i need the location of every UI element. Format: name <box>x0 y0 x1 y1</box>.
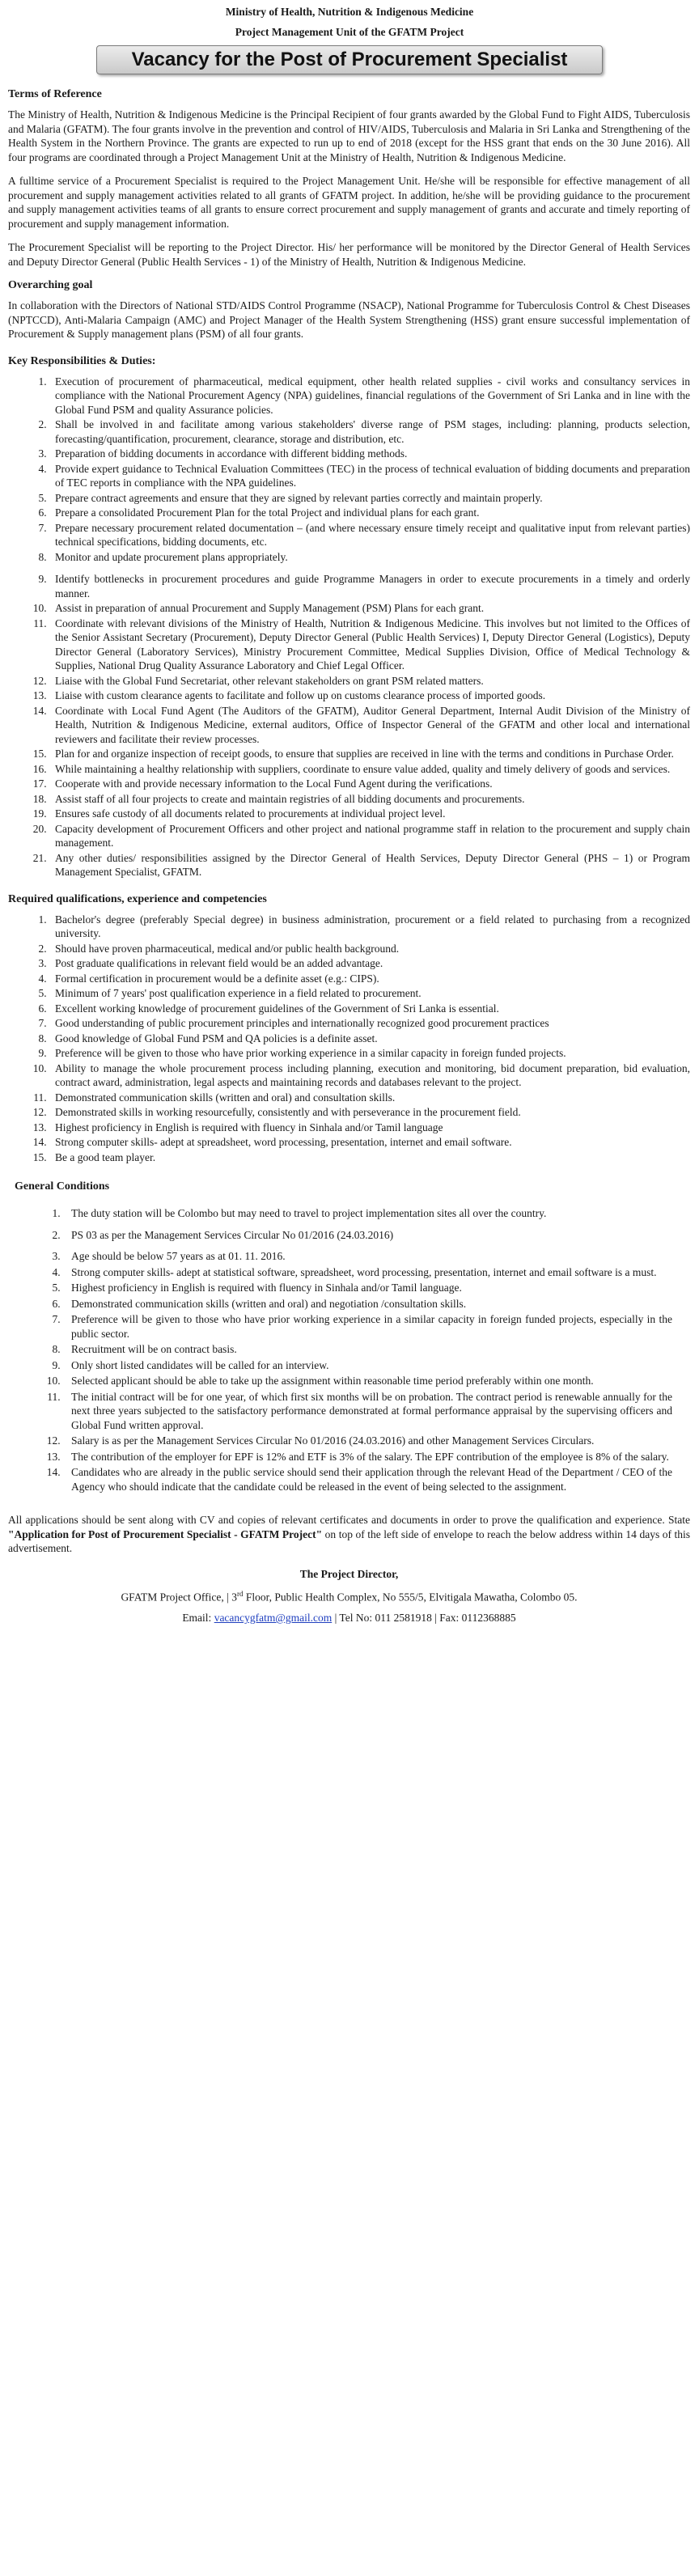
list-item: 6. Excellent working knowledge of procurement guidelines of the Government of Sri Lanka is essential. <box>49 1002 690 1016</box>
general-conditions-section <box>15 1180 672 1493</box>
list-item: 4. Strong computer skills- adept at statistical software, spreadsheet, word processing, presentation, internet and email software is a must. <box>63 1265 672 1280</box>
list-item: 11. Coordinate with relevant divisions of the Ministry of Health, Nutrition & Indigenous Medicine. This involves but not limited to the Offices of the Senior Assistant Secretary (Procurement), Deputy Director General (Public Health Services) I, Deputy Director General (Logistics), Deputy Director General (Laboratory Services), Ministry Procurement Committee, Medical Supplies Division, Office of Medical Technology & Supplies, National Drug Quality Assurance Laboratory and Chief Legal Officer. <box>49 616 690 673</box>
list-item: 15. Be a good team player. <box>49 1150 690 1165</box>
vacancy-title-banner: Vacancy for the Post of Procurement Specialist <box>96 45 603 74</box>
list-item: 13. Highest proficiency in English is required with fluency in Sinhala and/or Tamil language <box>49 1121 690 1135</box>
terms-paragraph: A fulltime service of a Procurement Specialist is required to the Project Management Unit. He/she will be responsible for effective management of all procurement and supply management activities related to all grants of GFATM project. In addition, he/she will be providing guidance to the procurement and supply management activities teams of all grants to ensure correct procurement and supply management of grants and accurate and timely reporting of procurement and supply management information. <box>8 175 690 230</box>
list-item: 11. Demonstrated communication skills (written and oral) and consultation skills. <box>49 1091 690 1105</box>
list-item: 14. Strong computer skills- adept at spreadsheet, word processing, presentation, internet and email software. <box>49 1135 690 1150</box>
list-item: 17. Cooperate with and provide necessary information to the Local Fund Agent during the verifications. <box>49 777 690 791</box>
list-item: 20. Capacity development of Procurement Officers and other project and national programme staff in relation to the procurement and supply chain management. <box>49 822 690 850</box>
list-item: 14. Candidates who are already in the public service should send their application through the relevant Head of the Department / CEO of the Agency who should indicate that the candidate could be released in the event of being selected to the assignment. <box>63 1465 672 1493</box>
contact-line <box>8 1611 690 1625</box>
addressee-name: The Project Director, <box>299 1567 399 1580</box>
project-unit-name: Project Management Unit of the GFATM Project <box>235 26 464 38</box>
list-item: 3. Preparation of bidding documents in accordance with different bidding methods. <box>49 447 690 461</box>
list-item: 3. Post graduate qualifications in relevant field would be an added advantage. <box>49 956 690 971</box>
email-label: Email: <box>182 1612 214 1624</box>
list-item: 4. Provide expert guidance to Technical Evaluation Committees (TEC) in the process of technical evaluation of bidding documents and preparation of TEC reports in compliance with the NPA guidelines. <box>49 462 690 490</box>
ordinal-suffix: rd <box>237 1590 244 1598</box>
qualifications-list <box>8 913 690 1165</box>
main-content <box>0 87 699 1625</box>
list-item: 1. The duty station will be Colombo but may need to travel to project implementation sites all over the country. <box>63 1206 672 1221</box>
list-item: 8. Good knowledge of Global Fund PSM and QA policies is a definite asset. <box>49 1032 690 1046</box>
list-item: 8. Monitor and update procurement plans appropriately. <box>49 550 690 565</box>
goal-heading: Overarching goal <box>8 279 93 291</box>
list-item: 6. Demonstrated communication skills (written and oral) and negotiation /consultation skills. <box>63 1297 672 1311</box>
list-item: 10. Selected applicant should be able to take up the assignment within reasonable time period preferably within one month. <box>63 1374 672 1388</box>
postal-address: GFATM Project Office, | 3rd Floor, Public Health Complex, No 555/5, Elvitigala Mawatha, Colombo 05. <box>121 1590 578 1604</box>
list-item: 2. Shall be involved in and facilitate among various stakeholders' diverse range of PSM stages, including: planning, products selection, forecasting/quantification, procurement, clearance, storage and distribution, etc. <box>49 417 690 446</box>
phone-fax-text: | Tel No: 011 2581918 | Fax: 0112368885 <box>332 1612 516 1624</box>
list-item: 5. Prepare contract agreements and ensure that they are signed by relevant parties correctly and maintain properly. <box>49 491 690 506</box>
conditions-heading: General Conditions <box>15 1180 110 1193</box>
list-item: 16. While maintaining a healthy relationship with suppliers, coordinate to ensure value added, quality and timely delivery of goods and services. <box>49 762 690 777</box>
envelope-label-text: "Application for Post of Procurement Specialist - GFATM Project" <box>8 1527 323 1540</box>
list-item: 5. Minimum of 7 years' post qualification experience in a field related to procurement. <box>49 986 690 1001</box>
list-item: 9. Identify bottlenecks in procurement procedures and guide Programme Managers in order to execute procurements in a timely and orderly manner. <box>49 572 690 600</box>
goal-paragraph: In collaboration with the Directors of National STD/AIDS Control Programme (NSACP), National Programme for Tuberculosis Control & Chest Diseases (NPTCCD), Anti-Malaria Campaign (AMC) and Project Manager of the Health System Strengthening (HSS) grant ensure successful implementation of Procurement & Supply management plans (PSM) of all four grants. <box>8 299 690 340</box>
list-item: 2. PS 03 as per the Management Services Circular No 01/2016 (24.03.2016) <box>63 1228 672 1243</box>
list-item: 4. Formal certification in procurement would be a definite asset (e.g.: CIPS). <box>49 972 690 986</box>
responsibilities-heading: Key Responsibilities & Duties: <box>8 354 156 367</box>
list-item: 9. Only short listed candidates will be called for an interview. <box>63 1358 672 1373</box>
list-item: 8. Recruitment will be on contract basis. <box>63 1342 672 1357</box>
list-item: 19. Ensures safe custody of all documents related to procurements at individual project level. <box>49 807 690 821</box>
list-item: 1. Bachelor's degree (preferably Special degree) in business administration, procurement or a field related to purchasing from a recognized university. <box>49 913 690 941</box>
list-item: 11. The initial contract will be for one year, of which first six months will be on probation. The contract period is renewable annually for the next three years subjected to the satisfactory performance demonstrated at formal performance appraisal by the supervising officers and Global Fund written approval. <box>63 1390 672 1433</box>
contact-footer <box>8 1567 690 1625</box>
list-item: 5. Highest proficiency in English is required with fluency in Sinhala and/or Tamil language. <box>63 1281 672 1295</box>
terms-paragraph: The Procurement Specialist will be reporting to the Project Director. His/ her performance will be monitored by the Director General of Health Services and Deputy Director General (Public Health Services - 1) of the Ministry of Health, Nutrition & Indigenous Medicine. <box>8 241 690 268</box>
application-instructions <box>8 1513 690 1556</box>
list-item: 14. Coordinate with Local Fund Agent (The Auditors of the GFATM), Auditor General Department, Internal Audit Division of the Ministry of Health, Nutrition & Indigenous Medicine, external auditors, Office of Inspector General of the GFATM and other local and international reviewers and facilitate their review processes. <box>49 704 690 747</box>
qualifications-heading: Required qualifications, experience and competencies <box>8 892 267 905</box>
list-item: 7. Preference will be given to those who have prior working experience in a similar capacity in foreign funded projects, especially in the public sector. <box>63 1312 672 1341</box>
list-item: 7. Good understanding of public procurement principles and internationally recognized good procurement practices <box>49 1016 690 1031</box>
list-item: 15. Plan for and organize inspection of receipt goods, to ensure that supplies are received in line with the terms and conditions in Purchase Order. <box>49 747 690 761</box>
list-item: 13. The contribution of the employer for EPF is 12% and ETF is 3% of the salary. The EPF contribution of the employee is 8% of the salary. <box>63 1450 672 1464</box>
list-item: 6. Prepare a consolidated Procurement Plan for the total Project and individual plans for each grant. <box>49 506 690 520</box>
list-item: 12. Liaise with the Global Fund Secretariat, other relevant stakeholders on grant PSM related matters. <box>49 674 690 688</box>
terms-heading: Terms of Reference <box>8 88 102 100</box>
closing-text: on top of the left side of envelope to reach the below address within 14 days of this advertisement. <box>8 1527 691 1554</box>
list-item: 18. Assist staff of all four projects to create and maintain registries of all bidding documents and procurements. <box>49 792 690 807</box>
list-item: 10. Ability to manage the whole procurement process including planning, execution and monitoring, bid document preparation, bid evaluation, contract award, administration, legal aspects and maintaining records and databases relevant to the project. <box>49 1061 690 1090</box>
list-item: 13. Liaise with custom clearance agents to facilitate and follow up on customs clearance process of imported goods. <box>49 688 690 703</box>
list-item: 10. Assist in preparation of annual Procurement and Supply Management (PSM) Plans for each grant. <box>49 601 690 616</box>
list-item: 1. Execution of procurement of pharmaceutical, medical equipment, other health related supplies - civil works and consultancy services in compliance with the National Procurement Agency (NPA) guidelines, financial regulations of the Government of Sri Lanka and in line with the Global Fund PSM and quality Assurance policies. <box>49 375 690 417</box>
list-item: 12. Salary is as per the Management Services Circular No 01/2016 (24.03.2016) and other Management Services Circulars. <box>63 1434 672 1448</box>
email-link[interactable]: vacancygfatm@gmail.com <box>214 1612 333 1624</box>
conditions-list <box>15 1206 672 1493</box>
list-item: 2. Should have proven pharmaceutical, medical and/or public health background. <box>49 942 690 956</box>
terms-paragraph: The Ministry of Health, Nutrition & Indigenous Medicine is the Principal Recipient of four grants awarded by the Global Fund to Fight AIDS, Tuberculosis and Malaria (GFATM). The four grants involve in the prevention and control of HIV/AIDS, Tuberculosis and Malaria in Sri Lanka and Strengthening of the Health System in the Northern Province. The grants are expected to run up to end of 2018 (except for the HSS grant that ends on the 30 June 2016). All four programs are coordinated through a Project Management Unit at the Ministry of Health, Nutrition & Indigenous Medicine. <box>8 108 690 163</box>
closing-text: All applications should be sent along with CV and copies of relevant certificates and documents in order to prove the qualification and experience. State <box>8 1514 690 1526</box>
addressee <box>8 1567 690 1582</box>
list-item: 21. Any other duties/ responsibilities assigned by the Director General of Health Services, Deputy Director General (PHS – 1) or Program Management Specialist, GFATM. <box>49 851 690 879</box>
ministry-name: Ministry of Health, Nutrition & Indigenous Medicine <box>225 6 474 18</box>
list-item: 9. Preference will be given to those who have prior working experience in a similar capacity in foreign funded projects. <box>49 1046 690 1061</box>
list-item: 12. Demonstrated skills in working resourcefully, consistently and with perseverance in the procurement field. <box>49 1105 690 1120</box>
list-item: 7. Prepare necessary procurement related documentation – (and where necessary ensure timely receipt and qualitative input from relevant parties) technical specifications, bidding documents, etc. <box>49 521 690 549</box>
responsibilities-list <box>8 375 690 879</box>
list-item: 3. Age should be below 57 years as at 01. 11. 2016. <box>63 1249 672 1264</box>
